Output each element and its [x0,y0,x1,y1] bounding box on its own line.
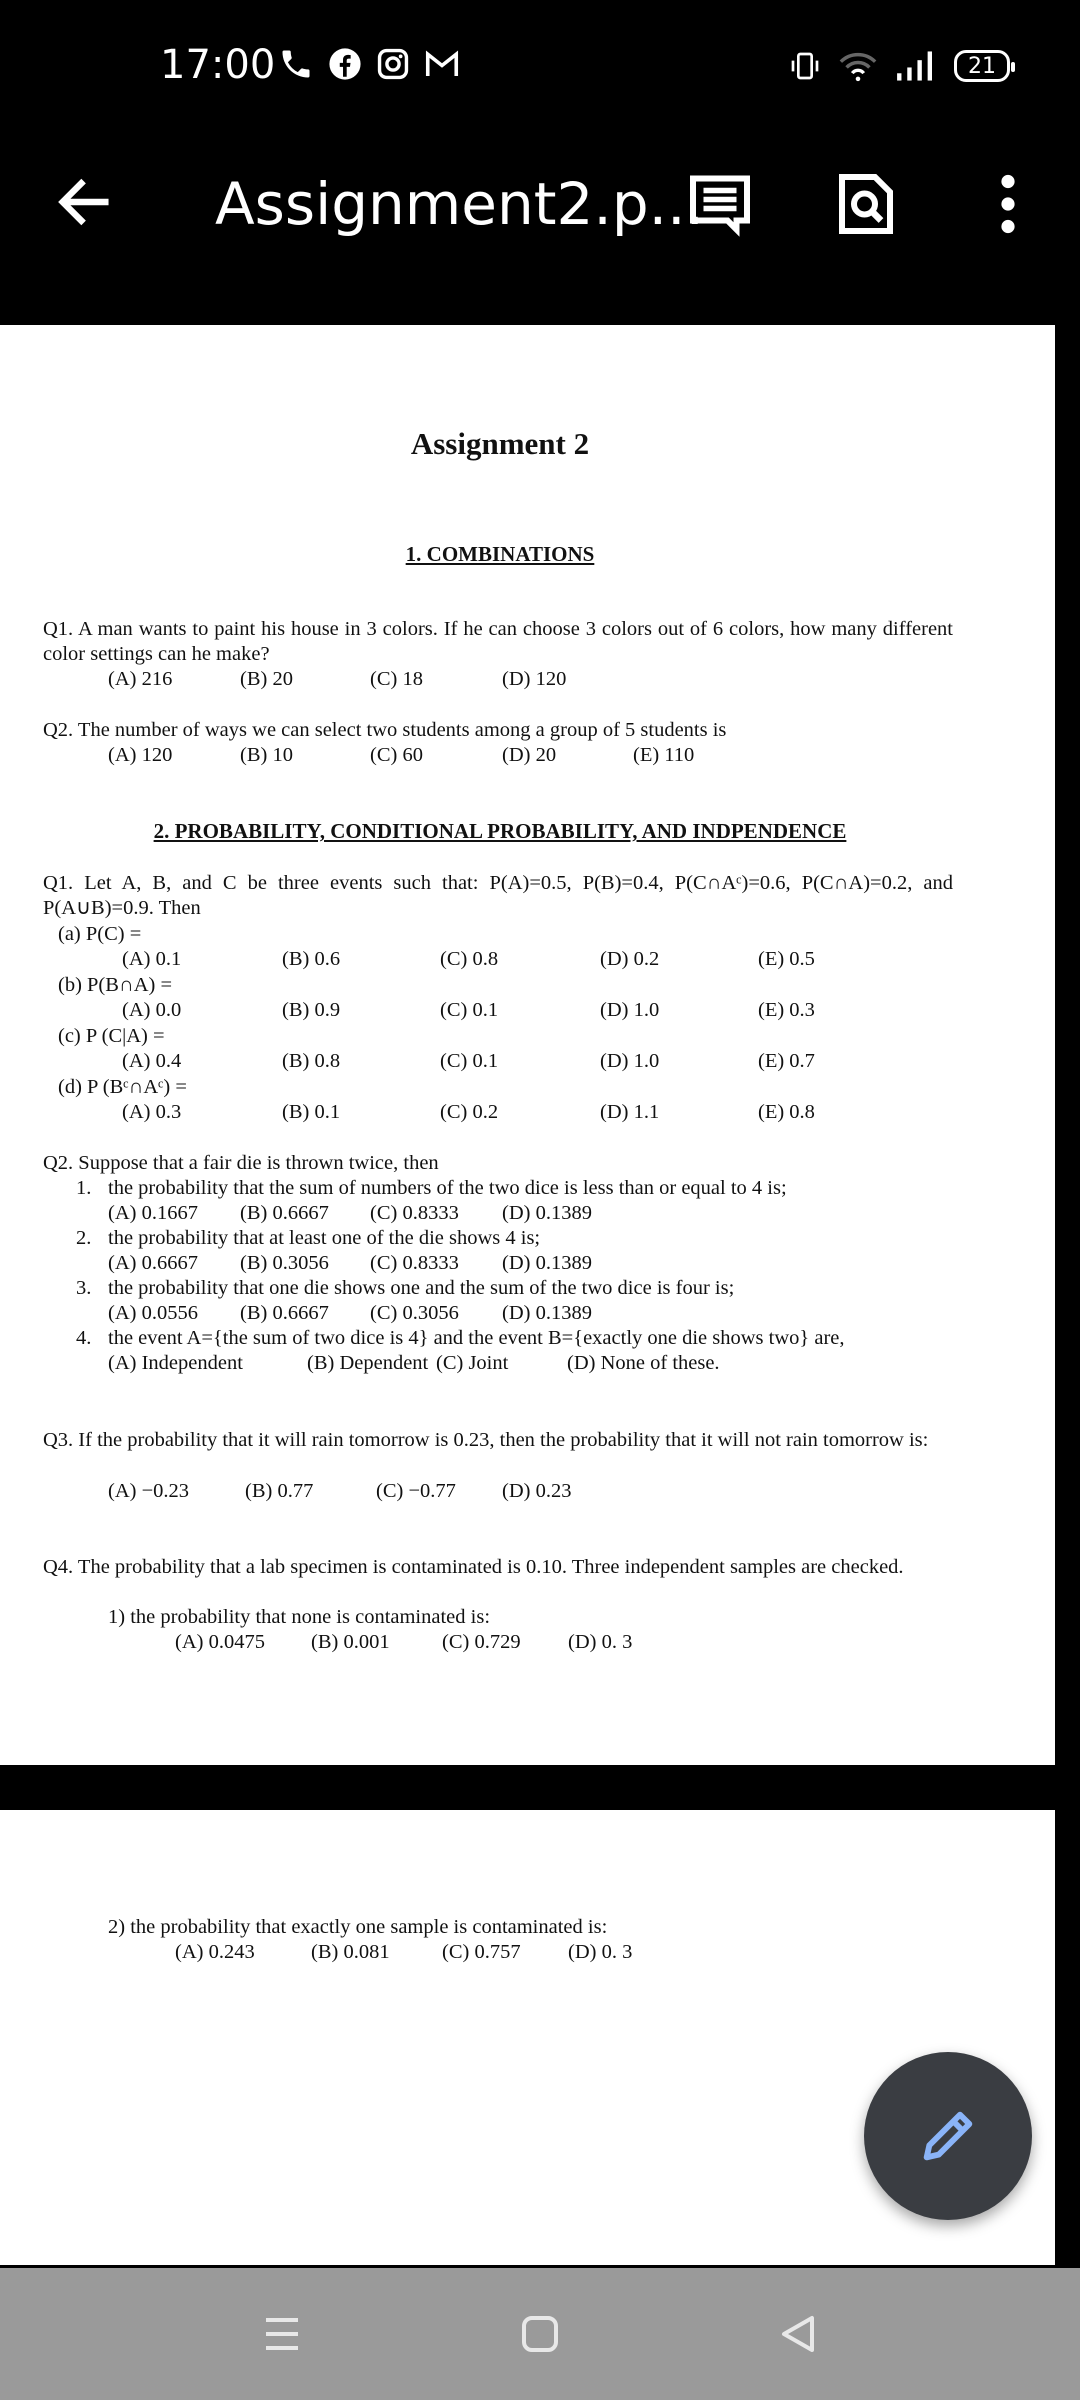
option: (B) 0.8 [282,1050,341,1072]
option: (B) 0.6 [282,948,341,970]
battery-icon: 21 [954,50,1010,82]
option: (D) 0.1389 [502,1302,592,1324]
list-item-text: the event A={the sum of two dice is 4} and the event B={exactly one die shows two} are, [108,1327,845,1349]
option: (C) 0.8 [440,948,499,970]
signal-icon [894,50,938,82]
section-heading: 1. COMBINATIONS [405,542,595,566]
option: (D) 20 [502,744,557,766]
list-item-text: the probability that the sum of numbers of the two dice is less than or equal to 4 is; [108,1177,787,1199]
part-label: (d) P (Bᶜ∩Aᶜ) = [58,1076,187,1098]
option: (B) 0.081 [311,1941,390,1963]
instagram-icon [376,47,410,81]
option: (B) 20 [240,668,293,690]
option: (A) 0.0 [122,999,182,1021]
sub-question: 2) the probability that exactly one sample is contaminated is: [108,1916,608,1938]
edit-pencil-icon [916,2104,980,2168]
list-item-number: 3. [76,1277,92,1299]
option: (E) 0.8 [758,1101,815,1123]
system-icons [788,50,1010,82]
option: (C) 0.8333 [370,1202,459,1224]
option: (C) Joint [436,1352,509,1374]
option: (C) 18 [370,668,423,690]
question-text: Q2. The number of ways we can select two students among a group of 5 students is [43,719,727,741]
arrow-back-icon[interactable] [52,170,116,234]
part-label: (a) P(C) = [58,923,142,945]
section-heading: 2. PROBABILITY, CONDITIONAL PROBABILITY, AND INDPENDENCE [153,819,847,843]
option: (B) 0.1 [282,1101,341,1123]
option: (D) 120 [502,668,567,690]
option: (B) 0.3056 [240,1252,329,1274]
option: (D) 0.23 [502,1480,572,1502]
question-text: Q4. The probability that a lab specimen is contaminated is 0.10. Three independent samples are checked. [43,1556,904,1578]
option: (A) 0.4 [122,1050,182,1072]
edit-button[interactable] [864,2052,1032,2220]
option: (B) 10 [240,744,293,766]
option: (D) 0. 3 [568,1631,633,1653]
option: (C) 60 [370,744,423,766]
option: (E) 0.7 [758,1050,815,1072]
part-label: (b) P(B∩A) = [58,974,173,996]
app-bar [0,140,1080,325]
option: (D) 1.0 [600,1050,660,1072]
option: (E) 110 [633,744,695,766]
list-item-number: 4. [76,1327,92,1349]
option: (D) 1.0 [600,999,660,1021]
page-title: Assignment 2 [410,426,590,461]
option: (B) 0.6667 [240,1302,329,1324]
option: (C) −0.77 [376,1480,456,1502]
list-item-text: the probability that one die shows one and the sum of the two dice is four is; [108,1277,735,1299]
option: (B) 0.9 [282,999,341,1021]
option: (D) 0. 3 [568,1941,633,1963]
option: (C) 0.729 [442,1631,521,1653]
text-view-icon[interactable] [684,168,756,240]
option: (B) 0.001 [311,1631,390,1653]
phone-icon [278,46,314,82]
question-text: Q1. A man wants to paint his house in 3 colors. If he can choose 3 colors out of 6 colors, how many different color settings can he make? [43,618,953,665]
status-time: 17:00 [160,42,276,88]
option: (C) 0.1 [440,999,499,1021]
option: (A) 0.1 [122,948,182,970]
question-text: Q1. Let A, B, and C be three events such that: P(A)=0.5, P(B)=0.4, P(C∩Aᶜ)=0.6, P(C∩A)=0.2, and P(A∪B)=0.9. Then [43,872,953,919]
option: (A) Independent [108,1352,243,1374]
option: (A) 120 [108,744,173,766]
part-label: (c) P (C|A) = [58,1025,165,1047]
back-icon[interactable] [774,2310,822,2358]
sub-question: 1) the probability that none is contaminated is: [108,1606,491,1628]
option: (C) 0.3056 [370,1302,459,1324]
home-icon[interactable] [516,2310,564,2358]
option: (A) −0.23 [108,1480,190,1502]
option: (A) 0.3 [122,1101,182,1123]
option: (D) None of these. [567,1352,720,1374]
search-document-icon[interactable] [830,168,902,240]
navigation-bar [0,2268,1080,2400]
option: (D) 0.2 [600,948,660,970]
option: (C) 0.1 [440,1050,499,1072]
option: (B) 0.77 [245,1480,314,1502]
option: (A) 0.243 [175,1941,255,1963]
list-item-number: 2. [76,1227,92,1249]
list-item-text: the probability that at least one of the die shows 4 is; [108,1227,541,1249]
facebook-icon [328,47,362,81]
option: (D) 1.1 [600,1101,660,1123]
option: (B) 0.6667 [240,1202,329,1224]
question-text: Q3. If the probability that it will rain tomorrow is 0.23, then the probability that it will not rain tomorrow is: [43,1429,929,1451]
wifi-icon [838,50,878,82]
option: (B) Dependent [307,1352,429,1374]
document-page [0,325,1055,1765]
option: (E) 0.3 [758,999,815,1021]
option: (C) 0.2 [440,1101,499,1123]
question-text: Q2. Suppose that a fair die is thrown twice, then [43,1152,439,1174]
status-bar [0,0,1080,140]
option: (A) 0.1667 [108,1202,198,1224]
option: (A) 0.0475 [175,1631,265,1653]
notification-icons [278,46,460,82]
option: (D) 0.1389 [502,1202,592,1224]
document-title: Assignment2.p... [215,170,704,238]
option: (A) 0.6667 [108,1252,198,1274]
option: (D) 0.1389 [502,1252,592,1274]
recent-apps-icon[interactable] [258,2310,306,2358]
vibrate-icon [788,50,822,82]
option: (E) 0.5 [758,948,815,970]
more-options-icon[interactable] [972,168,1044,240]
option: (C) 0.757 [442,1941,521,1963]
gmail-icon [424,48,460,80]
option: (C) 0.8333 [370,1252,459,1274]
option: (A) 216 [108,668,173,690]
list-item-number: 1. [76,1177,92,1199]
option: (A) 0.0556 [108,1302,198,1324]
